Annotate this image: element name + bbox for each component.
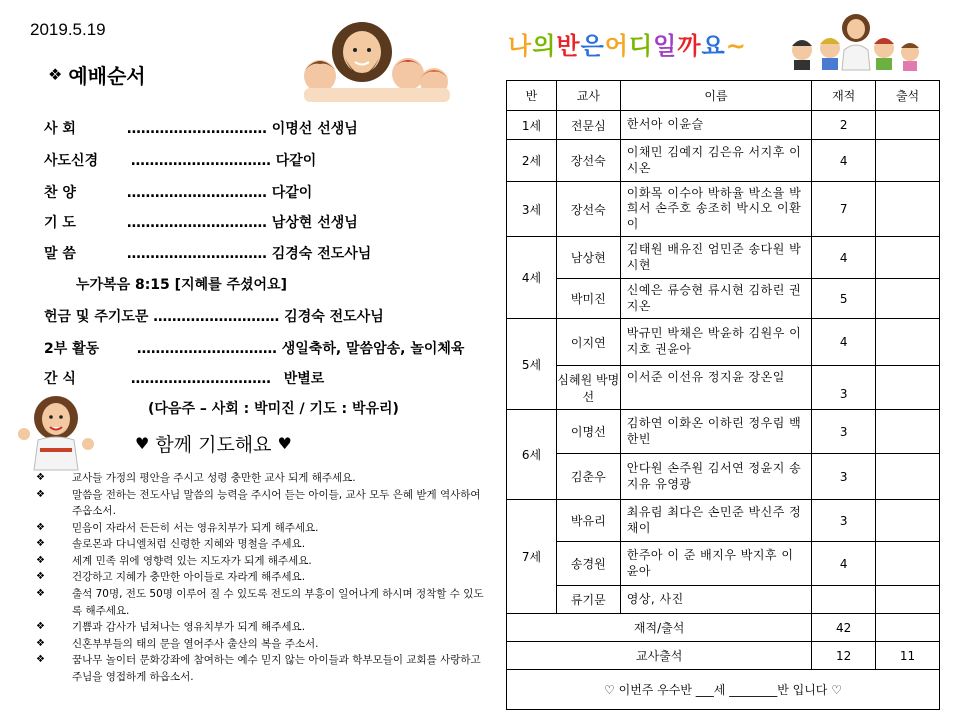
- order-row-label: 찬 양: [44, 185, 76, 201]
- cell-names: 박규민 박채은 박윤하 김원우 이지호 권윤아: [620, 319, 812, 366]
- cell-attendance: [876, 454, 940, 500]
- order-row-offering: [44, 306, 384, 326]
- class-title-char: 어: [604, 32, 629, 60]
- order-row-creed: [44, 150, 316, 170]
- running-jesus-illustration: [16, 392, 96, 474]
- diamond-bullet-icon: ❖: [48, 65, 63, 84]
- order-title: [48, 60, 146, 89]
- order-row-value: 김경숙 전도사님: [271, 246, 372, 262]
- table-row: [507, 279, 940, 319]
- cell-teacher: 장선숙: [556, 140, 620, 182]
- totals-row: [507, 614, 940, 642]
- table-row: [507, 586, 940, 614]
- class-title-char: ~: [725, 32, 747, 60]
- cell-teacher: 박미진: [556, 279, 620, 319]
- heart-icon: ♥: [277, 434, 292, 453]
- order-row-value: 이명선 선생님: [271, 121, 358, 137]
- cell-attendance: [876, 140, 940, 182]
- footer-row: [507, 670, 940, 710]
- order-row-hymn: [44, 182, 312, 202]
- order-row-activity: [44, 338, 464, 358]
- class-title-char: 의: [532, 32, 557, 60]
- prayer-item: ❖ 출석 70명, 전도 50명 이루어 질 수 있도록 전도의 부흥이 일어나게 하시며 정착할 수 있도록 해주세요.: [36, 586, 486, 619]
- cell-attendance: [876, 319, 940, 366]
- table-row: [507, 410, 940, 454]
- class-title-char: 은: [580, 32, 605, 60]
- cell-enrolled: 3: [812, 500, 876, 542]
- header-class: 반: [507, 81, 557, 111]
- prayer-item: ❖ 기쁨과 감사가 넘쳐나는 영유치부가 되게 해주세요.: [36, 619, 486, 636]
- prayer-item: ❖ 신혼부부들의 태의 문을 열어주사 출산의 복을 주소서.: [36, 636, 486, 653]
- cell-teacher: 이명선: [556, 410, 620, 454]
- order-row-dots: ………………………: [153, 309, 280, 325]
- kids-group-illustration: [786, 10, 926, 72]
- cell-names: 신예은 류승현 류시현 김하린 권지온: [620, 279, 812, 319]
- prayer-title-text: 함께 기도해요: [155, 434, 272, 456]
- date: 2019.5.19: [30, 20, 106, 39]
- diamond-bullet-icon: ❖: [36, 472, 45, 483]
- order-row-value: 남상현 선생님: [271, 215, 358, 231]
- prayer-title: [135, 430, 292, 457]
- cell-names: 한서아 이윤슬: [620, 111, 812, 140]
- header-enrolled: 재적: [812, 81, 876, 111]
- cell-teacher: 장선숙: [556, 182, 620, 237]
- order-row-label: 말 씀: [44, 246, 76, 262]
- teacher-attendance-row: [507, 642, 940, 670]
- cell-names: 이화목 이수아 박하율 박소율 박희서 손주호 송조히 박시오 이환이: [620, 182, 812, 237]
- order-row-snack: [44, 368, 324, 388]
- cell-attendance: [876, 500, 940, 542]
- cell-enrolled: 4: [812, 140, 876, 182]
- class-title-char: 일: [653, 32, 678, 60]
- teacher-enrolled: 12: [812, 642, 876, 670]
- order-row-value: 김경숙 전도사님: [284, 309, 384, 325]
- prayer-item: ❖ 말씀을 전하는 전도사님 말씀의 능력을 주시어 듣는 아이들, 교사 모두 은혜 받게 역사하여 주옵소서.: [36, 487, 486, 520]
- prayer-item: ❖ 건강하고 지혜가 충만한 아이들로 자라게 해주세요.: [36, 569, 486, 586]
- class-title-char: 까: [677, 32, 702, 60]
- class-title-char: 디: [628, 32, 654, 60]
- order-row-dots: …………………………: [126, 215, 267, 231]
- table-row: [507, 140, 940, 182]
- best-class-footer: ♡ 이번주 우수반 ___세 ________반 입니다 ♡: [507, 670, 940, 710]
- cell-names: 김하연 이화온 이하린 정우림 백한빈: [620, 410, 812, 454]
- cell-class: 3세: [507, 182, 557, 237]
- table-row: [507, 182, 940, 237]
- table-row: [507, 366, 940, 410]
- class-title-char: 나: [508, 32, 533, 60]
- table-row: [507, 319, 940, 366]
- cell-enrolled: 4: [812, 319, 876, 366]
- cell-attendance: [876, 586, 940, 614]
- prayer-item: ❖ 믿음이 자라서 든든히 서는 영유치부가 되게 해주세요.: [36, 520, 486, 537]
- cell-class: 2세: [507, 140, 557, 182]
- cell-enrolled: 4: [812, 542, 876, 586]
- order-row-prayer: [44, 212, 358, 232]
- cell-enrolled: 7: [812, 182, 876, 237]
- cell-attendance: [876, 237, 940, 279]
- order-row-dots: …………………………: [130, 371, 271, 387]
- table-row: [507, 111, 940, 140]
- cell-attendance: [876, 410, 940, 454]
- cell-attendance: [876, 542, 940, 586]
- cell-class: 4세: [507, 237, 557, 319]
- cell-enrolled: 2: [812, 111, 876, 140]
- cell-enrolled: 3: [812, 410, 876, 454]
- cell-teacher: 이지연: [556, 319, 620, 366]
- cell-enrolled: 3: [812, 366, 876, 410]
- cell-teacher: 송경원: [556, 542, 620, 586]
- order-row-dots: …………………………: [136, 341, 277, 357]
- header-attendance: 출석: [876, 81, 940, 111]
- jesus-children-illustration: [300, 18, 450, 102]
- class-table: [506, 80, 940, 710]
- cell-attendance: [876, 366, 940, 410]
- cell-names: 영상, 사진: [620, 586, 812, 614]
- table-row: [507, 500, 940, 542]
- diamond-bullet-icon: ❖: [36, 538, 45, 550]
- totals-attendance: [876, 614, 940, 642]
- diamond-bullet-icon: ❖: [36, 521, 45, 533]
- order-row-value: 다같이: [271, 185, 313, 201]
- cell-names: 최유림 최다은 손민준 박신주 정채이: [620, 500, 812, 542]
- prayer-item: ❖ 솔로몬과 다니엘처럼 신령한 지혜와 명철을 주세요.: [36, 536, 486, 553]
- prayer-list: [36, 470, 486, 686]
- cell-class: 1세: [507, 111, 557, 140]
- order-row-label: 기 도: [44, 215, 76, 231]
- next-week-note: (다음주 – 사회 : 박미진 / 기도 : 박유리): [148, 401, 399, 417]
- cell-names: 한주아 이 준 배지우 박지후 이윤아: [620, 542, 812, 586]
- class-title-char: 요: [701, 32, 726, 60]
- header-names: 이름: [620, 81, 812, 111]
- class-title-char: 반: [556, 32, 581, 60]
- cell-enrolled: 4: [812, 237, 876, 279]
- order-title-text: 예배순서: [68, 64, 146, 88]
- prayer-item: ❖ 꿈나무 놀이터 문화강좌에 참여하는 예수 믿지 않는 아이들과 학부모들이 교회를 사랑하고 주님을 영접하게 하옵소서.: [36, 652, 486, 685]
- order-row-label: 사 회: [44, 121, 76, 137]
- teacher-attendance-label: 교사출석: [507, 642, 812, 670]
- header-teacher: 교사: [556, 81, 620, 111]
- cell-teacher: 남상현: [556, 237, 620, 279]
- cell-attendance: [876, 279, 940, 319]
- diamond-bullet-icon: ❖: [36, 571, 45, 583]
- heart-icon: ♥: [135, 434, 150, 453]
- diamond-bullet-icon: ❖: [36, 588, 45, 600]
- diamond-bullet-icon: ❖: [36, 554, 45, 566]
- cell-names: 이서준 이선유 정지윤 장온일: [620, 366, 812, 410]
- totals-label: 재적/출석: [507, 614, 812, 642]
- cell-enrolled: [812, 586, 876, 614]
- diamond-bullet-icon: ❖: [36, 654, 45, 666]
- order-row-label: 헌금 및 주기도문: [44, 309, 149, 325]
- table-header-row: [507, 81, 940, 111]
- prayer-item: ❖ 교사들 가정의 평안을 주시고 성령 충만한 교사 되게 해주세요.: [36, 470, 486, 487]
- order-row-label: 간 식: [44, 371, 76, 387]
- cell-teacher: 심혜원 박명선: [556, 366, 620, 410]
- cell-teacher: 박유리: [556, 500, 620, 542]
- cell-enrolled: 3: [812, 454, 876, 500]
- cell-names: 안다원 손주원 김서연 정윤지 송지유 유영광: [620, 454, 812, 500]
- scripture: 누가복음 8:15 [지혜를 주셨어요]: [76, 277, 288, 293]
- cell-class: 5세: [507, 319, 557, 410]
- table-row: [507, 542, 940, 586]
- totals-enrolled: 42: [812, 614, 876, 642]
- cell-class: 7세: [507, 500, 557, 614]
- order-row-label: 2부 활동: [44, 341, 100, 357]
- order-row-dots: …………………………: [126, 246, 267, 262]
- order-row-dots: …………………………: [130, 153, 271, 169]
- table-row: [507, 237, 940, 279]
- teacher-attendance: 11: [876, 642, 940, 670]
- diamond-bullet-icon: ❖: [36, 621, 45, 633]
- order-row-sermon: [44, 243, 371, 263]
- class-title: [508, 26, 747, 61]
- cell-teacher: 류기문: [556, 586, 620, 614]
- cell-names: 이채민 김예지 김은유 서지후 이시온: [620, 140, 812, 182]
- cell-attendance: [876, 182, 940, 237]
- order-row-label: 사도신경: [44, 153, 99, 169]
- cell-names: 김태원 배유진 엄민준 송다원 박시현: [620, 237, 812, 279]
- cell-class: 6세: [507, 410, 557, 500]
- order-row-dots: …………………………: [126, 121, 267, 137]
- order-row-value: 생일축하, 말씀암송, 놀이체육: [281, 341, 465, 357]
- order-row-value: 반별로: [283, 371, 325, 387]
- order-row-host: [44, 118, 358, 138]
- cell-teacher: 김춘우: [556, 454, 620, 500]
- diamond-bullet-icon: ❖: [36, 488, 45, 500]
- cell-enrolled: 5: [812, 279, 876, 319]
- cell-teacher: 전문심: [556, 111, 620, 140]
- table-row: [507, 454, 940, 500]
- order-row-value: 다같이: [275, 153, 317, 169]
- diamond-bullet-icon: ❖: [36, 637, 45, 649]
- cell-attendance: [876, 111, 940, 140]
- prayer-item: ❖ 세계 민족 위에 영향력 있는 지도자가 되게 해주세요.: [36, 553, 486, 570]
- order-row-dots: …………………………: [126, 185, 267, 201]
